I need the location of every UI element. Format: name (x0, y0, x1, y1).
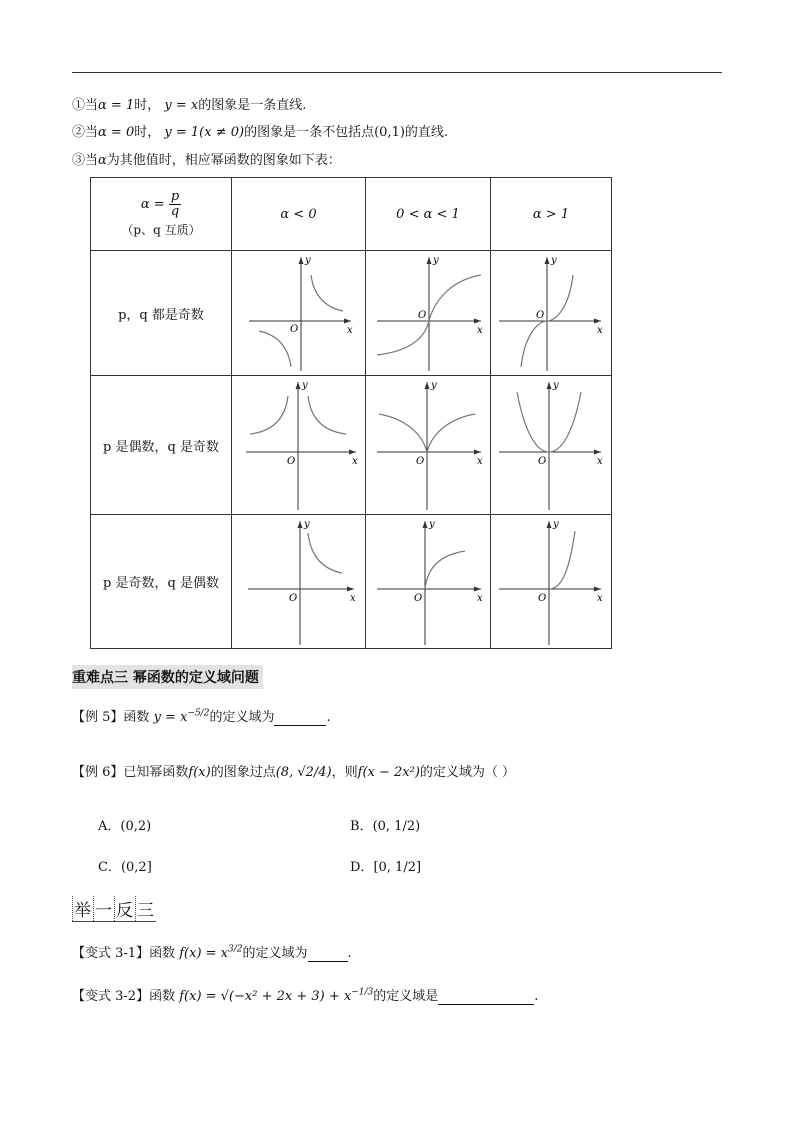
answer-blank[interactable] (438, 989, 534, 1005)
variant-tag: 【变式 3-1】 (72, 946, 150, 961)
graph-cell (491, 251, 612, 376)
text: 的直线. (404, 125, 449, 140)
option-d[interactable] (350, 856, 421, 875)
text: ②当 (72, 125, 99, 140)
text: ①当 (72, 98, 99, 113)
origin-label: O (288, 592, 297, 604)
y-arrow (547, 521, 552, 528)
y-label: y (551, 255, 557, 266)
option-key: A． (98, 819, 121, 834)
text: ③当 (72, 153, 99, 168)
y-label: y (428, 518, 435, 530)
answer-blank[interactable] (308, 946, 348, 962)
text: . (347, 946, 352, 961)
x-arrow (349, 450, 356, 455)
text: 函数 (149, 989, 176, 1004)
practice-heading (72, 896, 156, 922)
text: 已知幂函数 (123, 765, 189, 780)
math: y = x (153, 710, 188, 725)
curve (259, 331, 291, 367)
text: . (326, 710, 331, 725)
text: 的定义域为 (242, 946, 308, 961)
y-arrow (547, 382, 552, 389)
curve (250, 396, 288, 434)
graph-odd-odd-mid (371, 253, 486, 373)
graph-even-odd-pos (495, 378, 607, 512)
x-label: x (352, 456, 358, 467)
y-arrow (545, 257, 550, 264)
graph-odd-even-pos (495, 517, 607, 647)
col-header: α > 1 (491, 178, 612, 251)
fraction (169, 190, 181, 219)
col-header: α < 0 (232, 178, 366, 251)
header-rule (72, 72, 722, 73)
graph-cell (366, 515, 491, 649)
y-arrow (424, 382, 429, 389)
y-label: y (304, 255, 311, 266)
math: y = x (164, 98, 199, 113)
y-label: y (303, 518, 310, 530)
math: (8, √2/4) (275, 765, 332, 780)
text: 的定义域是 (373, 989, 439, 1004)
x-arrow (474, 586, 481, 591)
graph-cell (491, 515, 612, 649)
text: 的图象是一条不包括点 (244, 125, 375, 140)
char: 一 (93, 896, 114, 921)
example-6 (72, 761, 515, 780)
option-key: B． (350, 819, 373, 834)
origin-label: O (538, 592, 547, 604)
variant-3-1 (72, 942, 352, 962)
y-arrow (426, 257, 431, 264)
y-arrow (296, 382, 301, 389)
y-label: y (302, 380, 308, 391)
answer-blank[interactable] (274, 710, 326, 726)
section-heading: 重难点三 幂函数的定义域问题 (72, 665, 263, 689)
y-label: y (553, 380, 559, 391)
text: 的图象是一条直线. (198, 98, 307, 113)
text: 时， (134, 98, 161, 113)
alpha-label: α = (140, 197, 165, 212)
math: f(x) = √(−x² + 2x + 3) + x (179, 989, 352, 1004)
variant-tag: 【变式 3-2】 (72, 989, 150, 1004)
x-label: x (349, 592, 356, 604)
col-header: 0 < α < 1 (366, 178, 491, 251)
text: 的图象过点 (210, 765, 276, 780)
curve (308, 396, 346, 434)
row-label: p 是奇数，q 是偶数 (91, 515, 232, 649)
curve (549, 531, 575, 589)
denominator: q (170, 204, 180, 219)
y-label: y (553, 518, 559, 530)
x-label: x (597, 592, 603, 604)
numerator: p (170, 189, 180, 204)
char: 三 (135, 896, 156, 921)
graph-cell (366, 376, 491, 515)
origin-label: O (417, 310, 426, 321)
math: (0,1) (374, 125, 405, 140)
graph-cell (366, 251, 491, 376)
x-label: x (597, 325, 603, 336)
x-arrow (594, 450, 601, 455)
exponent: 3/2 (228, 944, 243, 955)
text: 时， (134, 125, 161, 140)
x-label: x (476, 325, 483, 336)
x-arrow (594, 586, 601, 591)
math: α = 0 (98, 125, 135, 140)
text: 的定义域为（ ） (419, 765, 516, 780)
option-value: [0, 1/2] (373, 860, 422, 875)
origin-label: O (415, 456, 424, 467)
option-value: (0,2] (120, 860, 152, 875)
option-b[interactable] (350, 815, 420, 834)
graph-even-odd-neg (236, 378, 361, 512)
origin-label: O (289, 324, 298, 335)
char: 反 (114, 896, 135, 921)
x-arrow (344, 319, 351, 324)
char: 举 (72, 896, 93, 921)
graph-odd-even-mid (371, 517, 486, 647)
example-5 (72, 706, 331, 726)
option-c[interactable] (98, 856, 152, 875)
origin-label: O (536, 310, 545, 321)
graph-cell (232, 515, 366, 649)
y-label: y (432, 255, 439, 266)
option-value: (0, 1/2) (372, 819, 421, 834)
graph-cell (232, 376, 366, 515)
x-label: x (476, 456, 483, 467)
x-arrow (594, 319, 601, 324)
example-tag: 【例 5】 (72, 710, 124, 725)
graph-cell (232, 251, 366, 376)
option-a[interactable] (98, 815, 151, 834)
math: y = 1(x ≠ 0) (164, 125, 245, 140)
exponent: −1/3 (351, 987, 374, 998)
corner-cell (91, 178, 232, 251)
intro-line-2 (72, 124, 448, 142)
math: f(x − 2x²) (357, 765, 420, 780)
graph-odd-odd-neg (239, 253, 359, 373)
option-key: D． (350, 860, 374, 875)
graph-odd-odd-pos (495, 253, 607, 373)
text: 的定义域为 (209, 710, 275, 725)
graph-even-odd-mid (371, 378, 486, 512)
intro-line-1 (72, 97, 306, 115)
x-arrow (474, 450, 481, 455)
row-label: p，q 都是奇数 (91, 251, 232, 376)
y-arrow (298, 257, 303, 264)
origin-label: O (287, 456, 296, 467)
text: 函数 (123, 710, 150, 725)
math: α (98, 153, 107, 168)
curve (425, 551, 465, 589)
x-label: x (597, 456, 603, 467)
text: . (534, 989, 539, 1004)
variant-3-2 (72, 985, 538, 1005)
math: f(x) (188, 765, 211, 780)
origin-label: O (413, 592, 422, 604)
intro-line-3 (72, 152, 341, 170)
option-key: C． (98, 860, 121, 875)
y-label: y (430, 380, 437, 391)
y-arrow (422, 521, 427, 528)
option-value: (0,2) (120, 819, 152, 834)
x-arrow (474, 319, 481, 324)
x-label: x (476, 592, 483, 604)
math: f(x) = x (179, 946, 229, 961)
x-label: x (346, 325, 353, 336)
text: ，则 (331, 765, 358, 780)
x-arrow (347, 586, 354, 591)
y-arrow (297, 521, 302, 528)
curve (311, 275, 343, 311)
text: 函数 (149, 946, 176, 961)
power-function-table (90, 177, 612, 649)
curve (308, 533, 342, 573)
coprime-note: （p、q 互质） (121, 223, 201, 237)
graph-cell (491, 376, 612, 515)
example-tag: 【例 6】 (72, 765, 124, 780)
math: α = 1 (98, 98, 135, 113)
row-label: p 是偶数，q 是奇数 (91, 376, 232, 515)
text: 为其他值时，相应幂函数的图象如下表： (106, 153, 341, 168)
exponent: −5/2 (187, 708, 210, 719)
origin-label: O (538, 456, 547, 467)
graph-odd-even-neg (238, 517, 360, 647)
